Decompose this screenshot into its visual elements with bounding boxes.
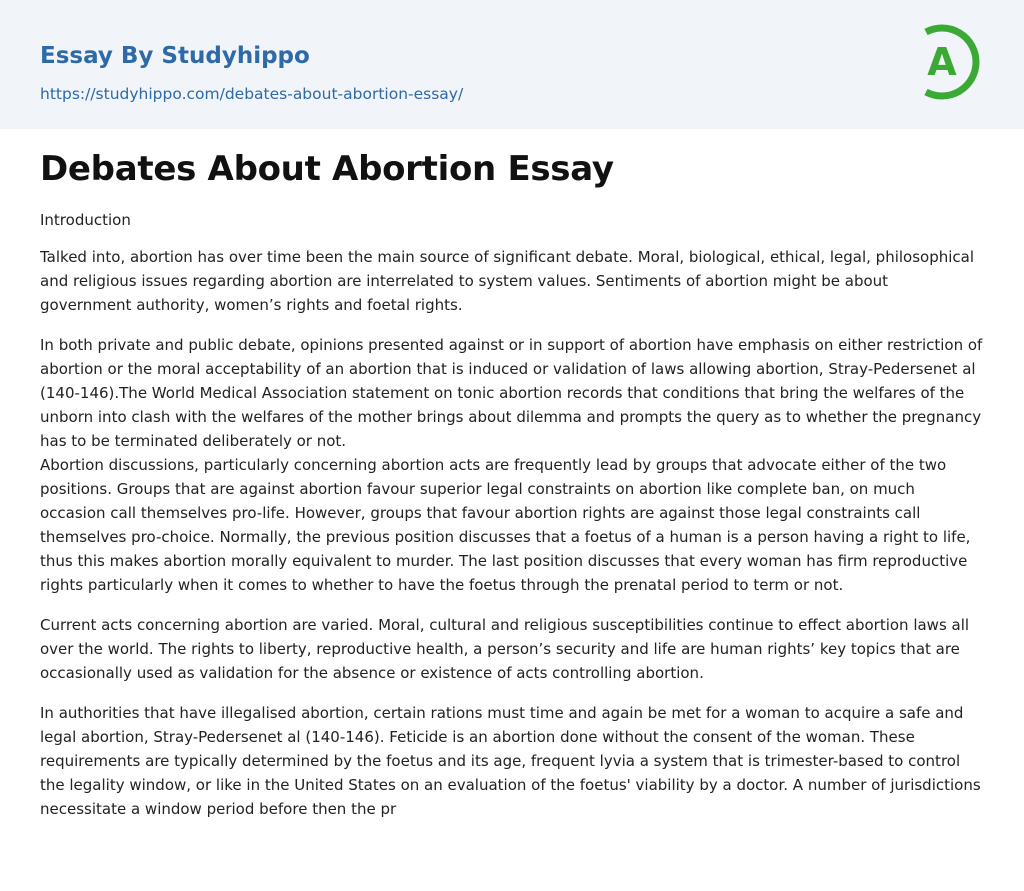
source-url-link[interactable]: https://studyhippo.com/debates-about-abortion-essay/ <box>40 85 464 103</box>
logo-a-icon[interactable] <box>916 18 986 106</box>
intro-label: Introduction <box>40 211 131 229</box>
paragraph-3: Abortion discussions, particularly concerning abortion acts are frequently lead by groups that advocate either of the two positions. Groups that are against abortion favour superior legal constraints on abortion like complete ban, on much occasion call themselves pro-life. However, groups that favour abortion rights are against those legal constraints call themselves pro-choice. Normally, the previous position discusses that a foetus of a human is a person having a right to life, thus this makes abortion morally equivalent to murder. The last position discusses that every woman has firm reproductive rights particularly when it comes to whether to have the foetus through the prenatal period to term or not. <box>40 456 971 594</box>
brand-title[interactable]: Essay By Studyhippo <box>40 43 310 69</box>
article <box>0 129 1024 821</box>
site-header <box>0 0 1024 129</box>
page-title: Debates About Abortion Essay <box>40 149 614 189</box>
paragraph-2: In both private and public debate, opinions presented against or in support of abortion have emphasis on either restriction of abortion or the moral acceptability of an abortion that is induced or validation of laws allowing abortion, Stray-Pedersenet al (140-146).The World Medical Association statement on tonic abortion records that conditions that bring the welfares of the unborn into clash with the welfares of the mother brings about dilemma and prompts the query as to whether the pregnancy has to be terminated deliberately or not. <box>40 336 983 450</box>
logo-letter: A <box>927 40 957 84</box>
paragraph-1: Talked into, abortion has over time been the main source of significant debate. Moral, biological, ethical, legal, philosophical and religious issues regarding abortion are interrelated to system values. Sentiments of abortion might be about government authority, women’s rights and foetal rights. <box>40 248 975 314</box>
paragraph-4: Current acts concerning abortion are varied. Moral, cultural and religious susceptibilities continue to effect abortion laws all over the world. The rights to liberty, reproductive health, a person’s security and life are human rights’ key topics that are occasionally used as validation for the absence or existence of acts controlling abortion. <box>40 616 970 682</box>
paragraph-5: In authorities that have illegalised abortion, certain rations must time and again be met for a woman to acquire a safe and legal abortion, Stray-Pedersenet al (140-146). Feticide is an abortion done without the consent of the woman. These requirements are typically determined by the foetus and its age, frequent lyvia a system that is trimester-based to control the legality window, or like in the United States on an evaluation of the foetus' viability by a doctor. A number of jurisdictions necessitate a window period before then the pr <box>40 704 981 818</box>
